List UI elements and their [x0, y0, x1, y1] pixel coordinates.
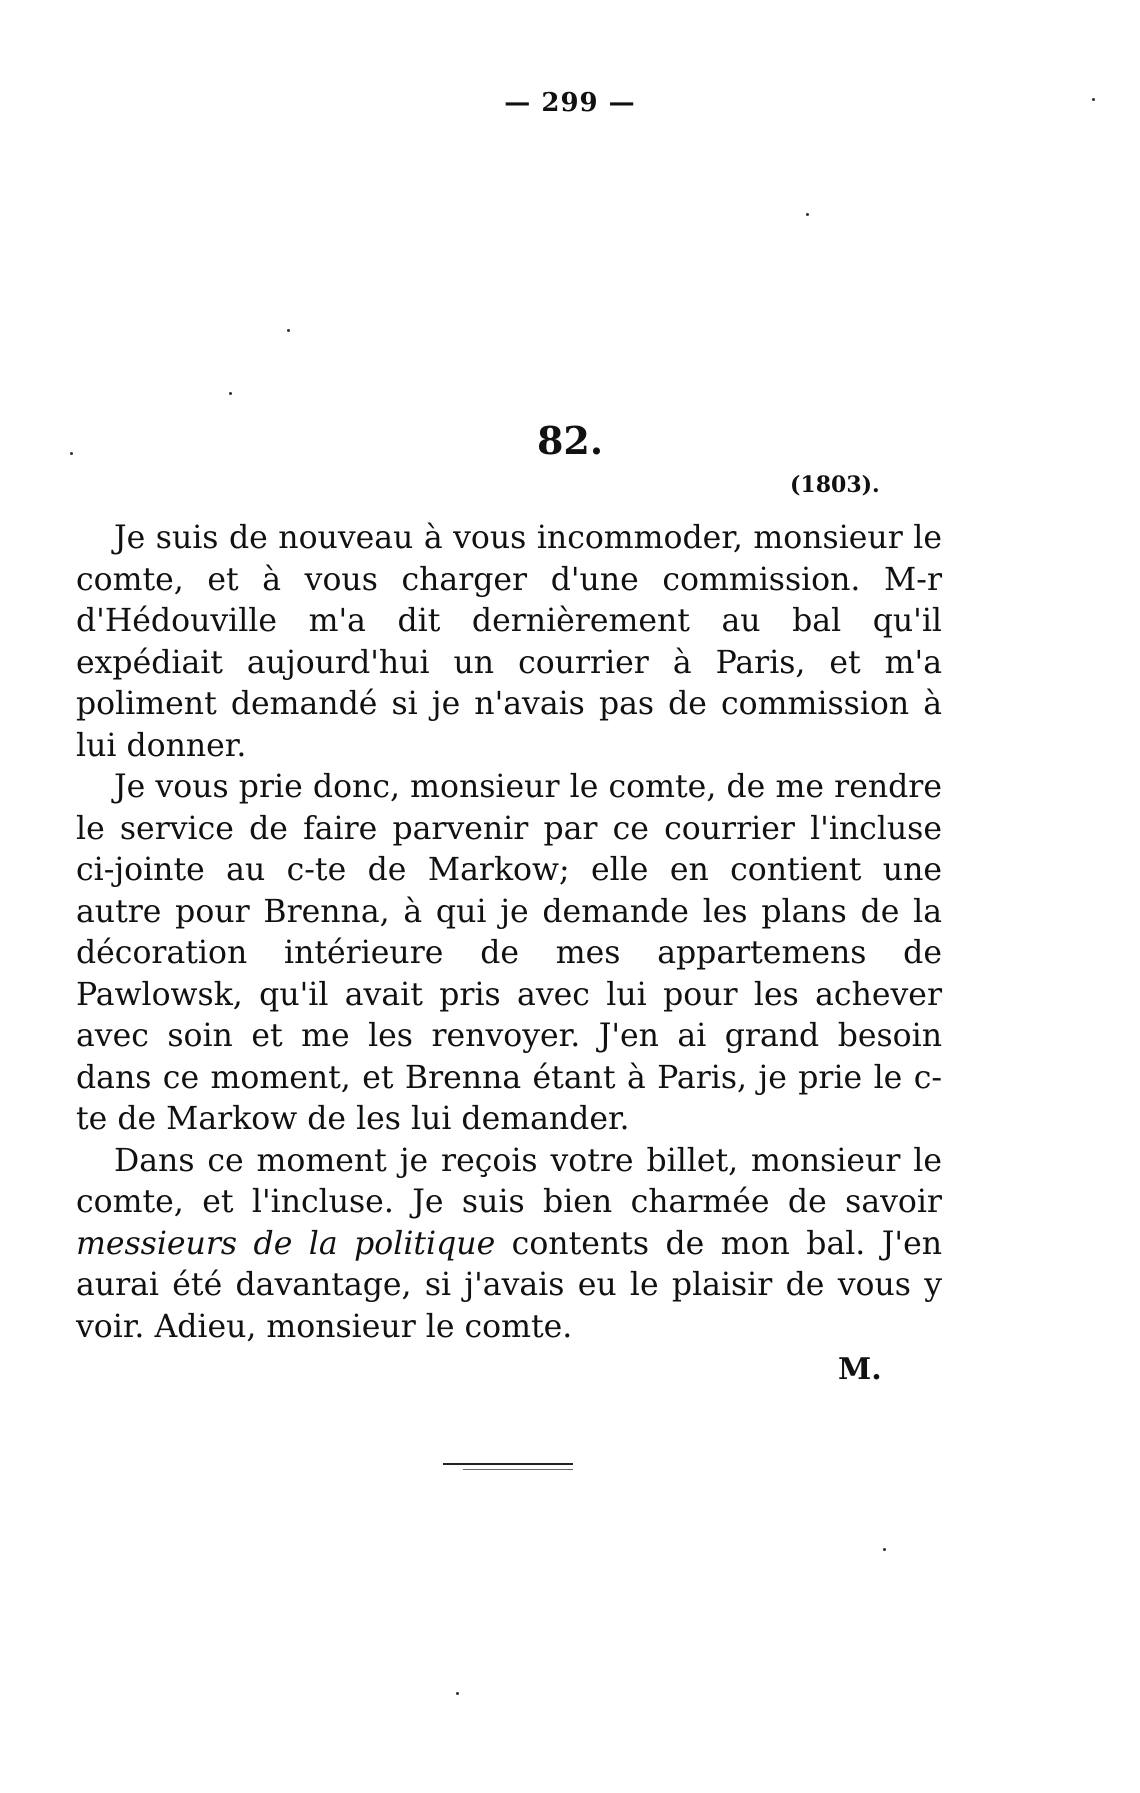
italic-phrase: messieurs de la politique — [76, 1225, 496, 1262]
letter-number: 82. — [536, 418, 604, 463]
page-number-header: — 299 — — [504, 88, 636, 118]
paper-speck — [229, 392, 232, 395]
paper-speck — [883, 1548, 886, 1551]
paper-speck — [806, 213, 809, 216]
paper-speck — [70, 452, 73, 455]
signature: M. — [838, 1352, 882, 1387]
letter-body — [76, 518, 942, 1348]
paper-speck — [1092, 98, 1095, 101]
letter-date: (1803). — [790, 472, 880, 498]
paragraph-3 — [76, 1141, 942, 1349]
paragraph-3-end: contents de mon bal. J'en aurai été davantage, si j'avais eu le plaisir de vous y voir. Adieu, monsieur le comte. — [76, 1225, 942, 1345]
paper-speck — [456, 1692, 459, 1695]
paragraph-3-start: Dans ce moment je reçois votre billet, monsieur le comte, et l'incluse. Je suis bien charmée de savoir — [76, 1142, 942, 1220]
paragraph-2: Je vous prie donc, monsieur le comte, de me rendre le service de faire parvenir par ce courrier l'incluse ci-jointe au c-te de Markow; elle en contient une autre pour Brenna, à qui je demande les plans de la décoration intérieure de mes appartemens de Pawlowsk, qu'il avait pris avec lui pour les achever avec soin et me les renvoyer. J'en ai grand besoin dans ce moment, et Brenna étant à Paris, je prie le c-te de Markow de les lui demander. — [76, 769, 942, 1137]
paragraph-1: Je suis de nouveau à vous incommoder, monsieur le comte, et à vous charger d'une commission. M-r d'Hédouville m'a dit dernièrement au bal qu'il expédiait aujourd'hui un courrier à Paris, et m'a poliment demandé si je n'avais pas de commission à lui donner. — [76, 520, 942, 764]
paper-speck — [287, 329, 290, 332]
end-rule-divider — [443, 1463, 573, 1465]
